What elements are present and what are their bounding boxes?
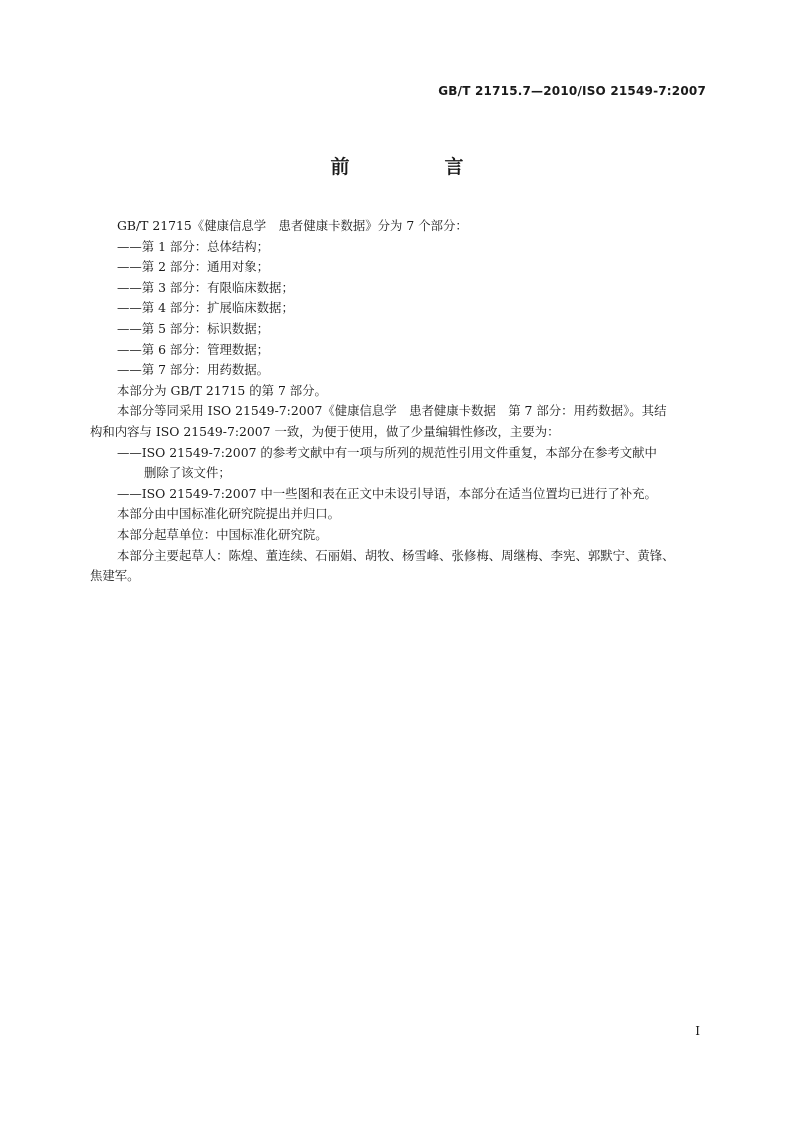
drafters-paragraph-line2: 焦建军。 xyxy=(90,568,140,584)
part-list-item: ——第 5 部分：标识数据； xyxy=(117,320,270,336)
page-title: 前 言 xyxy=(330,156,502,178)
change-item-line2: 删除了该文件； xyxy=(144,465,231,481)
part-list-item: ——第 1 部分：总体结构； xyxy=(117,238,270,254)
part-list-item: ——第 6 部分：管理数据； xyxy=(117,341,270,357)
change-item-line1: ——ISO 21549-7:2007 的参考文献中有一项与所列的规范性引用文件重复，本部分在参考文献中 xyxy=(117,444,657,460)
standard-code-header: GB/T 21715.7—2010/ISO 21549-7:2007 xyxy=(438,84,706,98)
part-statement: 本部分为 GB/T 21715 的第 7 部分。 xyxy=(117,382,327,398)
drafters-paragraph-line1: 本部分主要起草人：陈煌、董连续、石丽娟、胡牧、杨雪峰、张修梅、周继梅、李宪、郭默宁、黄锋、 xyxy=(117,547,675,563)
adoption-paragraph-line2: 构和内容与 ISO 21549-7:2007 一致，为便于使用，做了少量编辑性修改，主要为： xyxy=(90,423,560,439)
proposed-by-paragraph: 本部分由中国标准化研究院提出并归口。 xyxy=(117,506,341,522)
foreword-content xyxy=(90,216,708,587)
adoption-paragraph-line1: 本部分等同采用 ISO 21549-7:2007《健康信息学 患者健康卡数据 第 7 部分：用药数据》。其结 xyxy=(117,403,667,419)
part-list-item: ——第 7 部分：用药数据。 xyxy=(117,362,270,378)
drafting-unit-paragraph: 本部分起草单位：中国标准化研究院。 xyxy=(117,526,328,542)
part-list-item: ——第 4 部分：扩展临床数据； xyxy=(117,300,294,316)
part-list-item: ——第 3 部分：有限临床数据； xyxy=(117,279,294,295)
part-list-item: ——第 2 部分：通用对象； xyxy=(117,259,270,275)
intro-paragraph: GB/T 21715《健康信息学 患者健康卡数据》分为 7 个部分： xyxy=(117,218,468,233)
change-item-line1: ——ISO 21549-7:2007 中一些图和表在正文中未设引导语，本部分在适当位置均已进行了补充。 xyxy=(117,485,657,501)
page-number: I xyxy=(695,1024,700,1038)
